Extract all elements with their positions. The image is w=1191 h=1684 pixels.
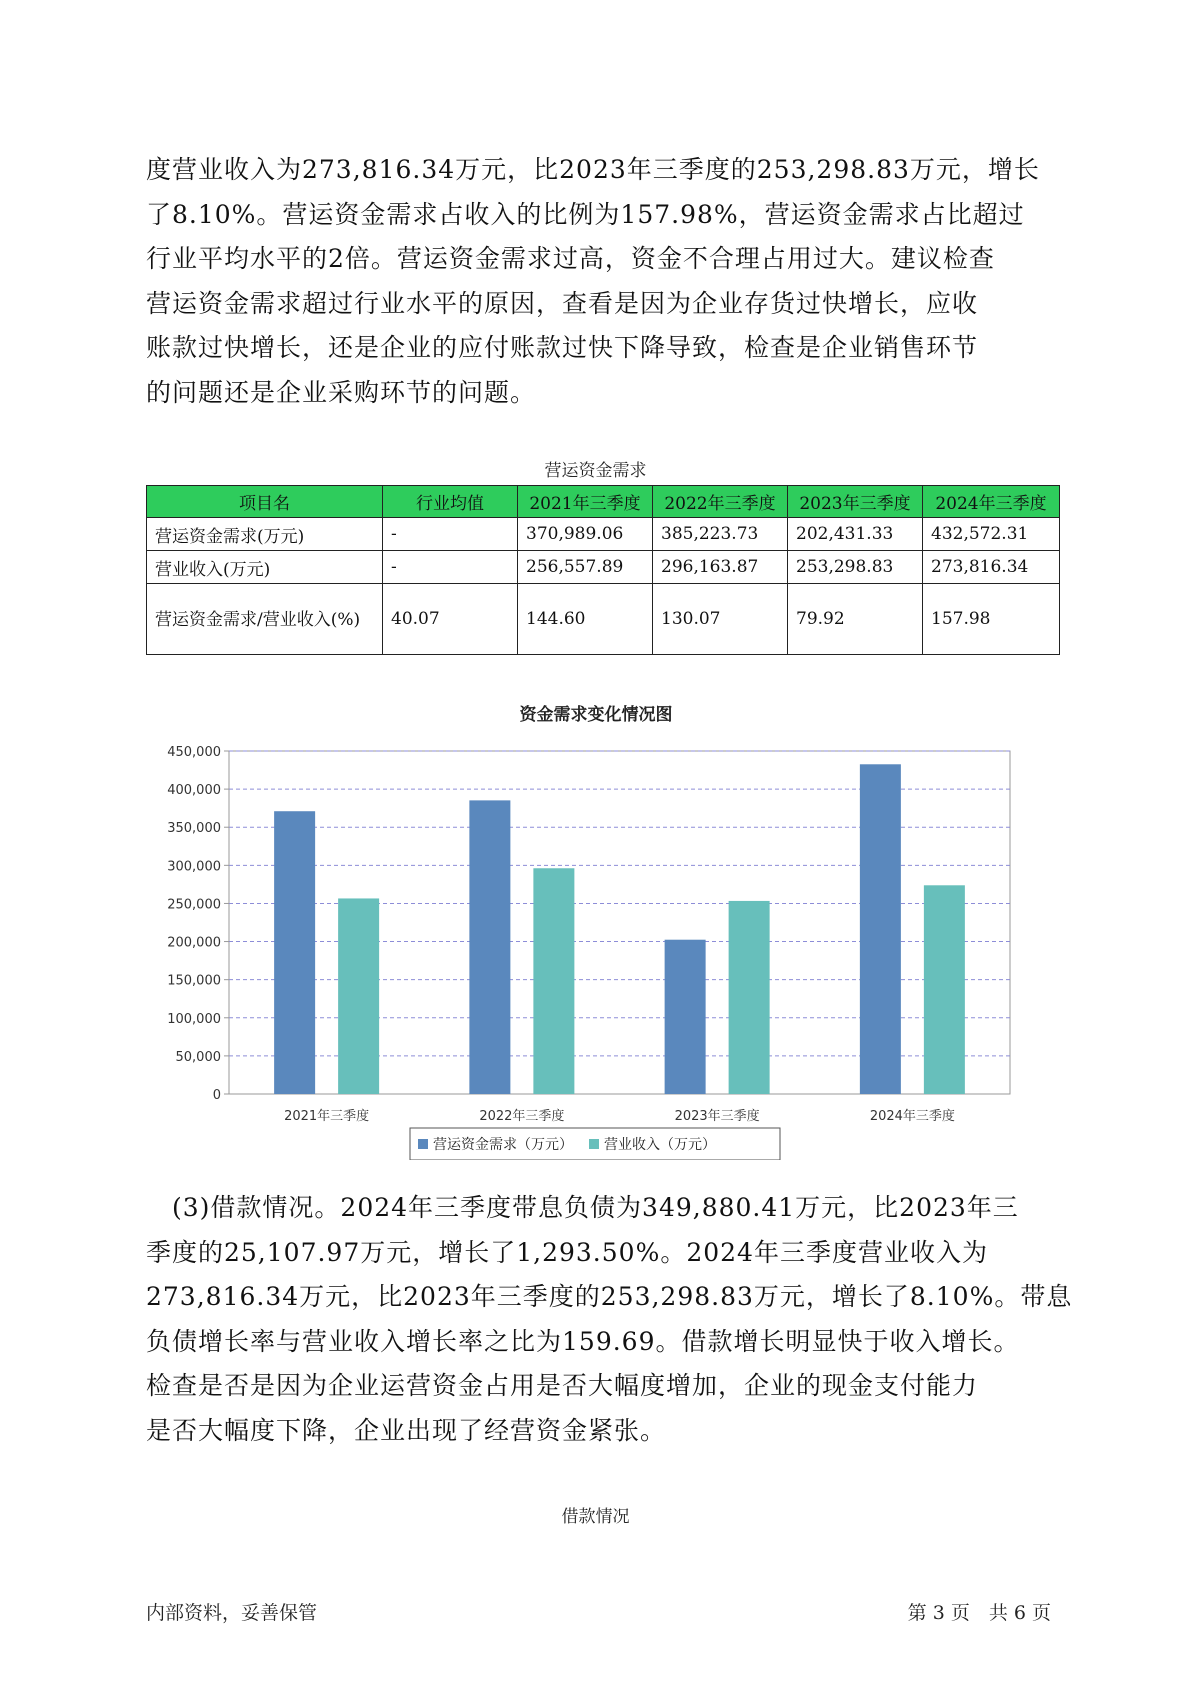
paragraph-line: 账款过快增长，还是企业的应付账款过快下降导致，检查是企业销售环节	[146, 333, 979, 363]
table-cell: 营运资金需求/营业收入(%)	[147, 584, 383, 655]
table-header-cell: 项目名	[147, 486, 383, 518]
paragraph-loans	[146, 1186, 1073, 1454]
working-capital-table	[146, 485, 1060, 655]
table-cell: 202,431.33	[788, 518, 923, 551]
table-cell: 253,298.83	[788, 551, 923, 584]
chart-title: 资金需求变化情况图	[519, 705, 673, 725]
table-cell: 79.92	[788, 584, 923, 655]
table-cell: 营运资金需求(万元)	[147, 518, 383, 551]
paragraph-line: 的问题还是企业采购环节的问题。	[146, 377, 537, 407]
paragraph-line: 度营业收入为273,816.34万元，比2023年三季度的253,298.83万元，增长	[146, 155, 1040, 184]
y-tick-label: 50,000	[175, 1049, 221, 1065]
table-header-row	[147, 486, 1060, 518]
paragraph-line: 了8.10%。营运资金需求占收入的比例为157.98%，营运资金需求占比超过	[146, 199, 1025, 229]
paragraph-line: 是否大幅度下降，企业出现了经营资金紧张。	[146, 1415, 667, 1445]
bar-series-1	[665, 940, 706, 1094]
bar-series-2	[924, 885, 965, 1094]
y-tick-label: 350,000	[167, 821, 221, 837]
x-tick-label: 2024年三季度	[869, 1109, 955, 1124]
table-header-cell: 行业均值	[383, 486, 518, 518]
chart-legend	[410, 1128, 780, 1160]
paragraph-line: 营运资金需求超过行业水平的原因，查看是因为企业存货过快增长，应收	[146, 288, 979, 318]
table-header-cell: 2023年三季度	[788, 486, 923, 518]
table-cell: 273,816.34	[923, 551, 1060, 584]
paragraph-line: 273,816.34万元，比2023年三季度的253,298.83万元，增长了8.10%。带息	[146, 1282, 1073, 1312]
table-header-cell: 2022年三季度	[653, 486, 788, 518]
paragraph-working-capital	[146, 148, 1066, 416]
legend-swatch	[418, 1139, 428, 1149]
bar-series-1	[274, 811, 315, 1094]
y-tick-label: 300,000	[167, 859, 221, 875]
x-tick-label: 2022年三季度	[479, 1109, 565, 1124]
loan-table-caption: 借款情况	[561, 1507, 630, 1527]
footer-page-number: 第 3 页 共 6 页	[907, 1602, 1051, 1624]
table-row	[147, 551, 1060, 584]
paragraph-line: 检查是否是因为企业运营资金占用是否大幅度增加，企业的现金支付能力	[146, 1371, 979, 1401]
paragraph-line: 季度的25,107.97万元，增长了1,293.50%。2024年三季度营业收入为	[146, 1237, 988, 1267]
paragraph-line: (3)借款情况。2024年三季度带息负债为349,880.41万元，比2023年三	[146, 1193, 1019, 1222]
table-header-cell: 2024年三季度	[923, 486, 1060, 518]
y-tick-label: 450,000	[167, 745, 221, 760]
table-cell: 157.98	[923, 584, 1060, 655]
table-cell: 40.07	[383, 584, 518, 655]
table-cell: -	[383, 518, 518, 551]
table-cell: 256,557.89	[518, 551, 653, 584]
table-cell: 385,223.73	[653, 518, 788, 551]
table-caption: 营运资金需求	[544, 461, 647, 481]
x-tick-label: 2021年三季度	[284, 1109, 370, 1124]
y-tick-label: 150,000	[167, 973, 221, 989]
table-cell: 144.60	[518, 584, 653, 655]
table-cell: 营业收入(万元)	[147, 551, 383, 584]
bar-chart	[0, 700, 1191, 1160]
bar-series-1	[469, 800, 510, 1094]
bar-series-2	[533, 868, 574, 1094]
legend-swatch	[589, 1139, 599, 1149]
y-tick-label: 400,000	[167, 783, 221, 799]
table-header-cell: 2021年三季度	[518, 486, 653, 518]
y-tick-label: 250,000	[167, 897, 221, 913]
bar-series-1	[860, 764, 901, 1094]
legend-label: 营业收入（万元）	[604, 1137, 716, 1153]
y-tick-label: 0	[212, 1088, 221, 1103]
bar-series-2	[729, 901, 770, 1094]
legend-label: 营运资金需求（万元）	[433, 1137, 573, 1153]
table-row	[147, 584, 1060, 655]
paragraph-line: 负债增长率与营业收入增长率之比为159.69。借款增长明显快于收入增长。	[146, 1326, 1020, 1356]
y-tick-label: 200,000	[167, 935, 221, 951]
table-cell: 130.07	[653, 584, 788, 655]
table-row	[147, 518, 1060, 551]
bar-series-2	[338, 898, 379, 1094]
y-tick-label: 100,000	[167, 1011, 221, 1027]
paragraph-line: 行业平均水平的2倍。营运资金需求过高，资金不合理占用过大。建议检查	[146, 244, 995, 274]
table-cell: 296,163.87	[653, 551, 788, 584]
table-cell: 432,572.31	[923, 518, 1060, 551]
table-cell: 370,989.06	[518, 518, 653, 551]
footer-confidential: 内部资料，妥善保管	[146, 1602, 318, 1624]
x-tick-label: 2023年三季度	[674, 1109, 760, 1124]
table-cell: -	[383, 551, 518, 584]
